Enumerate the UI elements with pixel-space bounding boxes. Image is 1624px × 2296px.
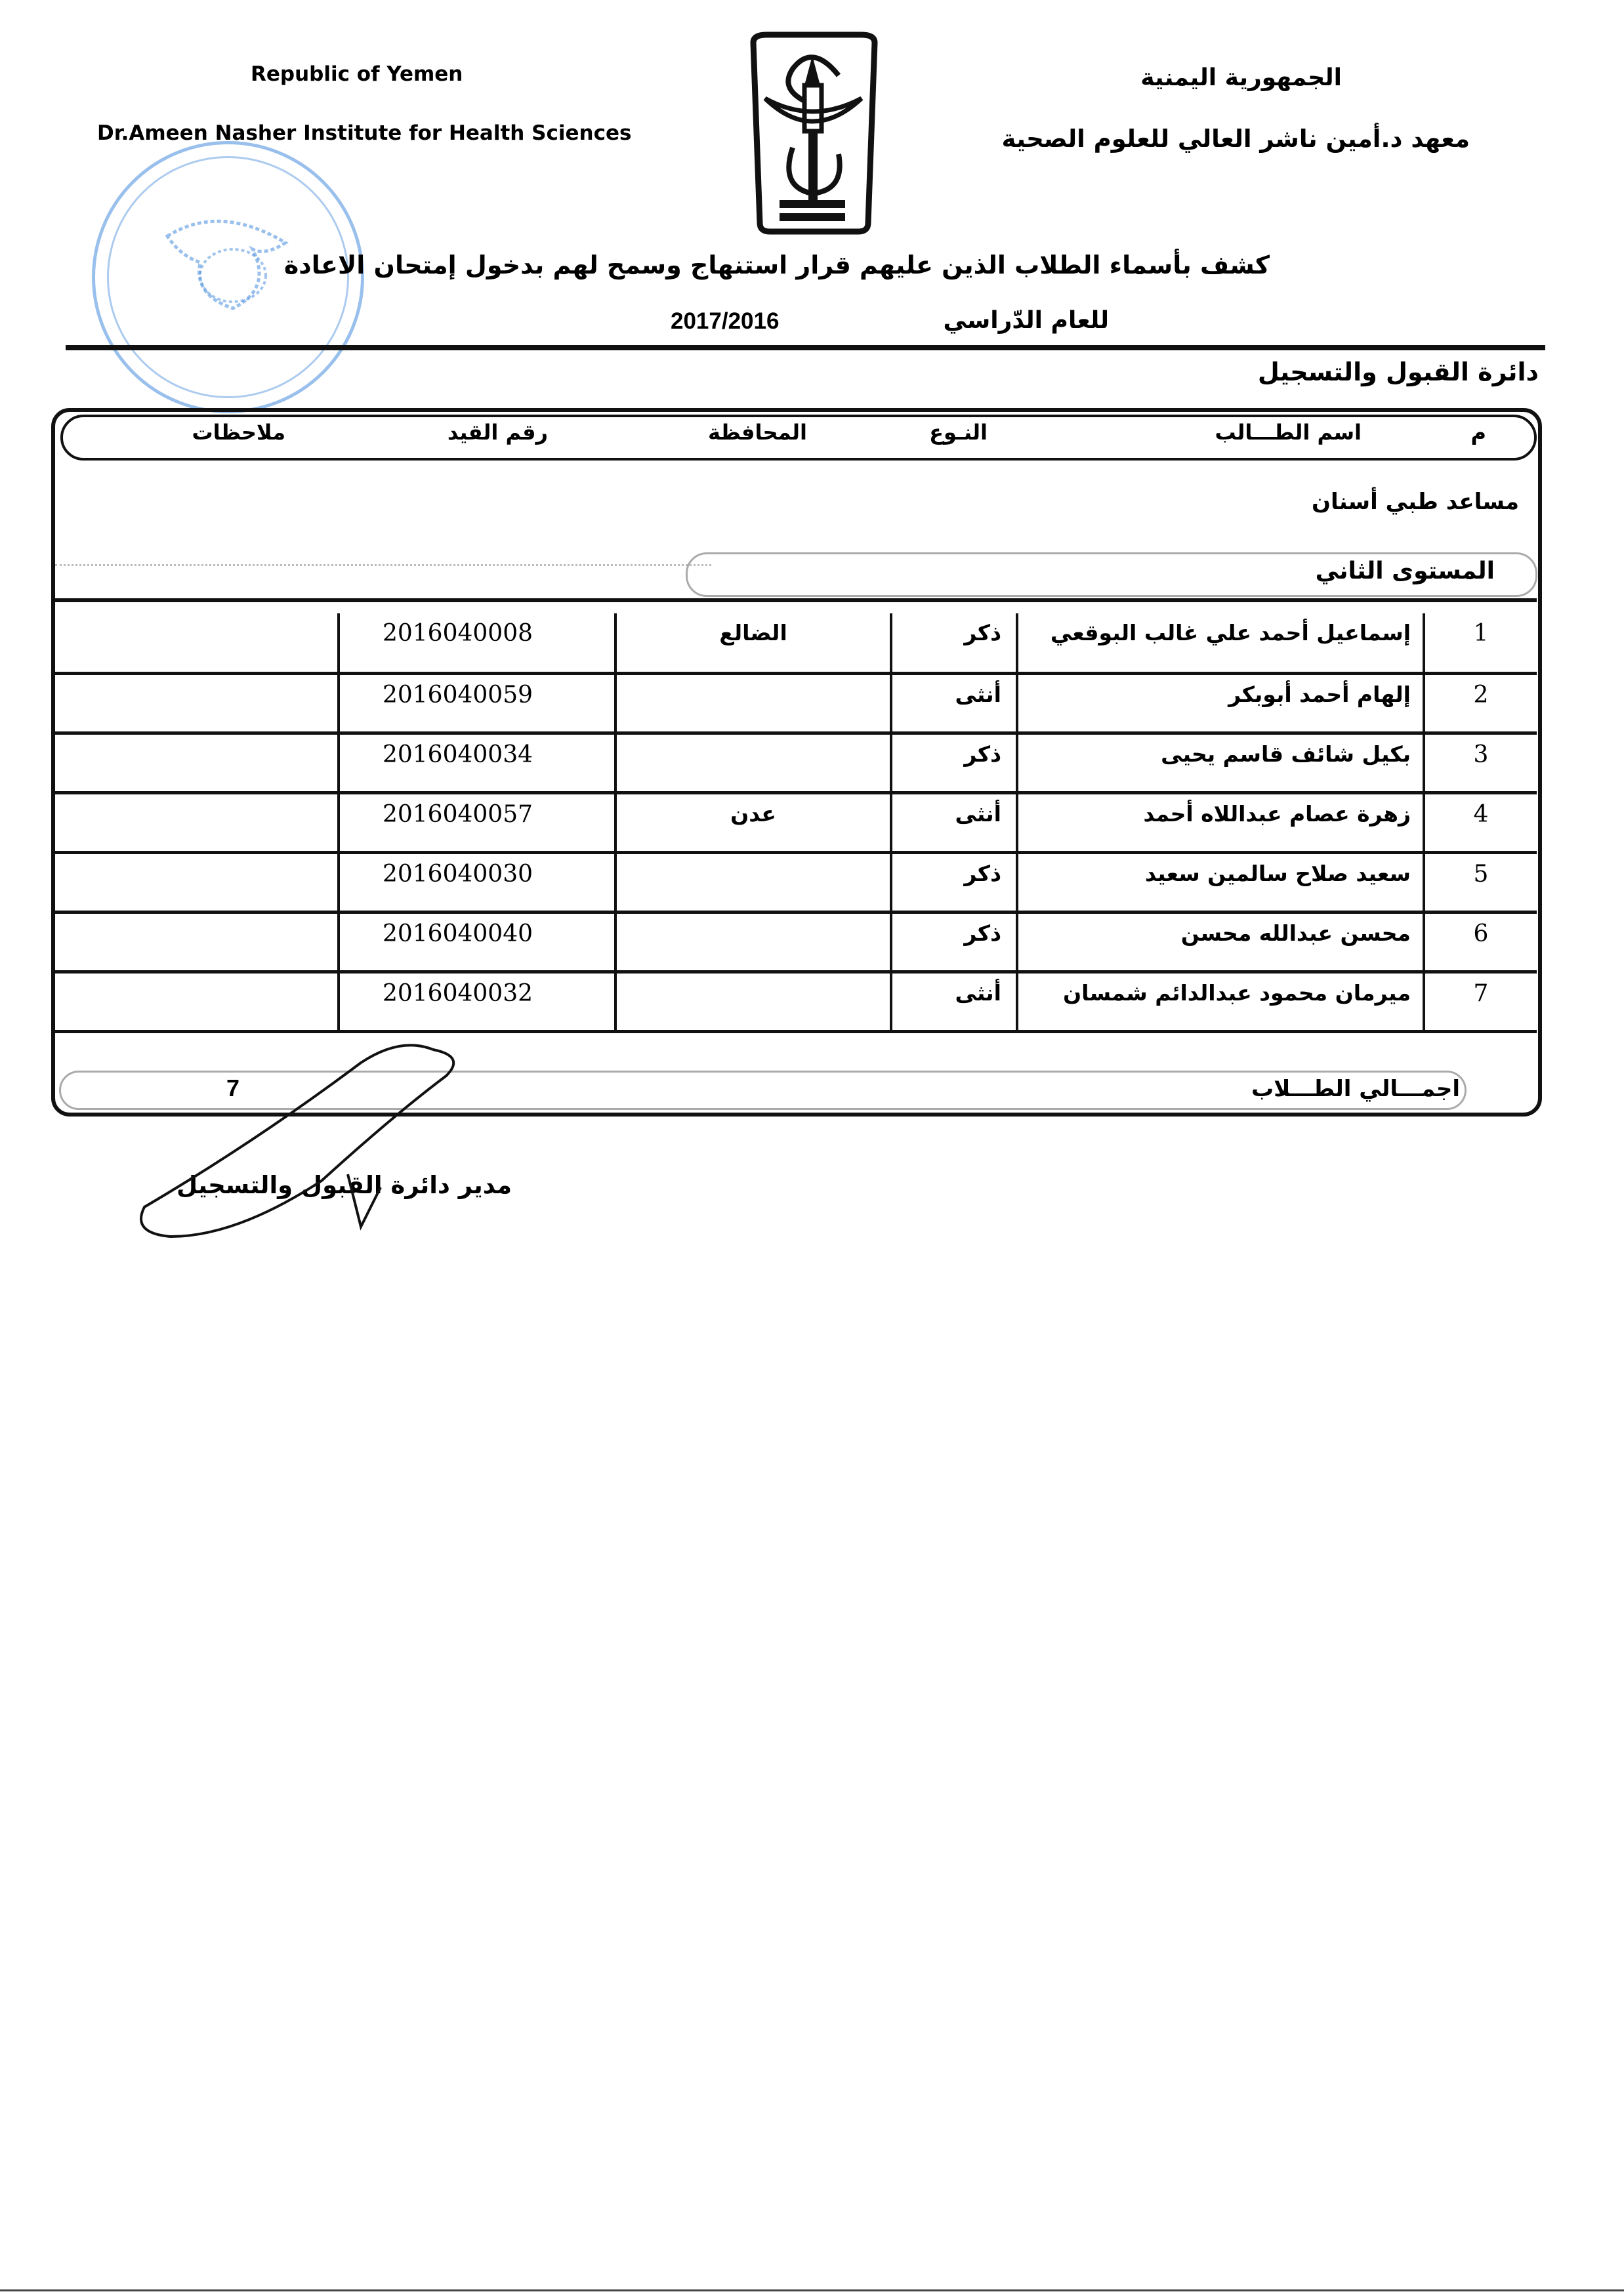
gender-cell: ذكر (891, 733, 1017, 792)
students-table (55, 613, 1537, 1033)
student-name-cell: إلهام أحمد أبوبكر (1017, 673, 1424, 733)
table-row (55, 972, 1537, 1031)
section-separator (55, 564, 711, 566)
student-name-cell: إسماعيل أحمد علي غالب البوقعي (1017, 613, 1424, 673)
notes-cell (55, 613, 339, 673)
department-name: دائرة القبول والتسجيل (1257, 358, 1539, 386)
table-row (55, 673, 1537, 733)
notes-cell (55, 972, 339, 1031)
registration-number-cell: 2016040057 (339, 792, 615, 852)
column-header-notes: ملاحظات (192, 420, 285, 445)
notes-cell (55, 673, 339, 733)
header-country-ar: الجمهورية اليمنية (1140, 64, 1342, 91)
registration-number-cell: 2016040040 (339, 912, 615, 972)
row-index-cell: 3 (1424, 733, 1537, 792)
handwritten-signature-icon (125, 1036, 466, 1246)
notes-cell (55, 733, 339, 792)
governorate-cell (615, 733, 891, 792)
table-row (55, 852, 1537, 912)
student-name-cell: سعيد صلاح سالمين سعيد (1017, 852, 1424, 912)
column-header-index: م (1470, 420, 1486, 445)
student-name-cell: بكيل شائف قاسم يحيى (1017, 733, 1424, 792)
row-index-cell: 2 (1424, 673, 1537, 733)
level-label: المستوى الثاني (1315, 558, 1495, 584)
title-divider (66, 345, 1545, 350)
table-top-rule (55, 598, 1537, 602)
notes-cell (55, 852, 339, 912)
student-name-cell: محسن عبدالله محسن (1017, 912, 1424, 972)
page-bottom-edge (0, 2289, 1624, 2291)
registration-number-cell: 2016040032 (339, 972, 615, 1031)
academic-year-value: 2017/2016 (671, 308, 780, 334)
student-name-cell: ميرمان محمود عبدالدائم شمسان (1017, 972, 1424, 1031)
column-header-gender: النـوع (929, 420, 988, 445)
table-row (55, 613, 1537, 673)
academic-year-label: للعام الدّراسي (943, 307, 1109, 334)
signature-label: مدير دائرة القبول والتسجيل (177, 1171, 512, 1199)
table-row (55, 792, 1537, 852)
gender-cell: أنثى (891, 972, 1017, 1031)
table-row (55, 733, 1537, 792)
governorate-cell: عدن (615, 792, 891, 852)
column-header-name: اسم الطـــالب (1215, 420, 1362, 445)
registration-number-cell: 2016040034 (339, 733, 615, 792)
table-row (55, 912, 1537, 972)
student-name-cell: زهرة عصام عبداللاه أحمد (1017, 792, 1424, 852)
specialty-label: مساعد طبي أسنان (1311, 489, 1519, 515)
total-value: 7 (226, 1075, 240, 1101)
governorate-cell (615, 972, 891, 1031)
gender-cell: ذكر (891, 912, 1017, 972)
header-institute-ar: معهد د.أمين ناشر العالي للعلوم الصحية (1001, 125, 1470, 153)
institute-emblem-icon (740, 30, 888, 236)
document-title: كشف بأسماء الطلاب الذين عليهم قرار استنهاج وسمح لهم بدخول إمتحان الاعادة (283, 251, 1270, 279)
gender-cell: ذكر (891, 852, 1017, 912)
header-institute-en: Dr.Ameen Nasher Institute for Health Sciences (97, 121, 632, 145)
notes-cell (55, 792, 339, 852)
governorate-cell: الضالع (615, 613, 891, 673)
registration-number-cell: 2016040059 (339, 673, 615, 733)
governorate-cell (615, 852, 891, 912)
governorate-cell (615, 673, 891, 733)
column-header-registration: رقم القيد (447, 420, 548, 445)
row-index-cell: 7 (1424, 972, 1537, 1031)
gender-cell: أنثى (891, 792, 1017, 852)
row-index-cell: 1 (1424, 613, 1537, 673)
header-country-en: Republic of Yemen (251, 62, 463, 86)
total-label: اجمـــالي الطـــلاب (1251, 1076, 1460, 1102)
gender-cell: ذكر (891, 613, 1017, 673)
governorate-cell (615, 912, 891, 972)
row-index-cell: 6 (1424, 912, 1537, 972)
row-index-cell: 4 (1424, 792, 1537, 852)
registration-number-cell: 2016040030 (339, 852, 615, 912)
column-header-governorate: المحافظة (707, 420, 807, 445)
notes-cell (55, 912, 339, 972)
gender-cell: أنثى (891, 673, 1017, 733)
registration-number-cell: 2016040008 (339, 613, 615, 673)
row-index-cell: 5 (1424, 852, 1537, 912)
